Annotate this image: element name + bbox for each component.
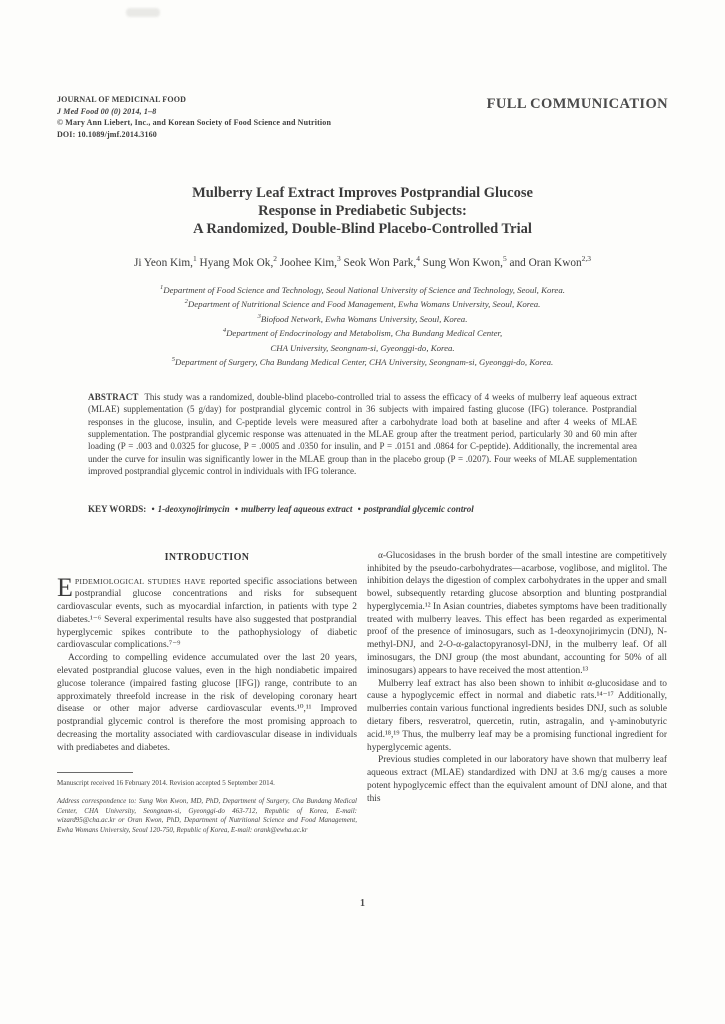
journal-name: JOURNAL OF MEDICINAL FOOD <box>57 95 187 104</box>
bullet-icon: • <box>151 503 155 514</box>
affiliation-line: $^5$Department of Surgery, Cha Bundang Medical Center, CHA University, Seongnam-si, Gyeonggi-do, Korea. <box>171 356 554 368</box>
dropcap: E <box>57 572 73 602</box>
affiliation-line: $^3$Biofood Network, Ewha Womans University, Seoul, Korea. <box>257 312 468 324</box>
body-columns <box>57 550 668 836</box>
scan-artifact <box>126 8 160 17</box>
article-type-label: FULL COMMUNICATION <box>486 96 668 112</box>
author: Ji Yeon Kim,$^1$ <box>133 254 197 269</box>
body-paragraph-2: Mulberry leaf extract has also been shown to inhibit α-glucosidase and to cause a hypoglycemic effect in normal and diabetic rats.¹⁴⁻¹⁷ Additionally, mulberries contain various functional ingredients besides DNJ, such as soluble dietary fibers, resveratrol, quercetin, rutin, astragalin, and γ-aminobutyric acid.¹⁸,¹⁹ Thus, the mulberry leaf may be a promising functional ingredient for hyperglycemic agents. <box>367 678 667 753</box>
author: Hyang Mok Ok,$^2$ <box>196 254 278 269</box>
affiliation-line: $^1$Department of Food Science and Technology, Seoul National University of Science and Technology, Seoul, Korea. <box>160 283 565 295</box>
journal-copyright: © Mary Ann Liebert, Inc., and Korean Society of Food Science and Nutrition <box>57 118 332 127</box>
article-title <box>57 184 668 238</box>
keywords <box>88 504 668 514</box>
abstract-text: This study was a randomized, double-blind placebo-controlled trial to assess the efficacy of 4 weeks of mulberry leaf aqueous extract (MLAE) supplementation (5 g/day) for postprandial glycemic control in 36 subjects with impaired fasting glucose (IFG) tolerance. Postprandial responses in the glucose, insulin, and C-peptide levels were measured after a carbohydrate load both at baseline and after 4 weeks of MLAE supplementation. The postprandial glycemic response was attenuated in the MLAE group after the treatment period, particularly 30 and 60 min after loading (P = .003 and 0.0325 for glucose, P = .0005 and .0350 for insulin, and P = .0151 and .0864 for C-peptide). Additionally, the incremental area under the curve for insulin was significantly lower in the MLAE group than in the placebo group (P = .0207). Four weeks of MLAE supplementation improved postprandial glycemic control in individuals with IFG tolerance. <box>88 391 637 477</box>
page-number: 1 <box>360 898 365 909</box>
right-column <box>367 550 667 836</box>
journal-doi: DOI: 10.1089/jmf.2014.3160 <box>57 129 157 139</box>
correspondence-note: Address correspondence to: Sung Won Kwon, MD, PhD, Department of Surgery, Cha Bundang Medical Center, CHA University, Seongnam-si, Gyeonggi-do 463-712, Republic of Korea, E-mail: wizard95@cha.ac.kr or Oran Kwon, PhD, Department of Nutritional Science and Food Management, Ewha Womans University, Seoul 120-750, Republic of Korea, E-mail: orank@ewha.ac.kr <box>57 797 357 834</box>
intro-paragraph-2: According to compelling evidence accumulated over the last 20 years, elevated postprandial glucose values, even in the high nondiabetic impaired glucose tolerance (impaired fasting glucose [IFG]) range, contribute to an approximately threefold increase in the risk of developing coronary heart disease or other major adverse cardiovascular events.¹⁰,¹¹ Improved postprandial glycemic control is therefore the most promising approach to decreasing the mortality associated with cardiovascular disease in individuals with prediabetes and diabetes. <box>57 653 357 753</box>
keywords-label: KEY WORDS: <box>88 503 147 514</box>
introduction-heading: INTRODUCTION <box>164 551 250 563</box>
body-paragraph-3: Previous studies completed in our laboratory have shown that mulberry leaf aqueous extract (MLAE) standardized with DNJ at 3.6 mg/g causes a more potent hypoglycemic effect than the equivalent amount of DNJ alone, and that this <box>367 755 667 804</box>
abstract <box>88 391 637 478</box>
keyword: mulberry leaf aqueous extract <box>241 503 353 514</box>
author: Joohee Kim,$^3$ <box>277 254 341 269</box>
affiliation-line: $^4$Department of Endocrinology and Metabolism, Cha Bundang Medical Center, <box>222 327 503 339</box>
journal-citation: J Med Food 00 (0) 2014, 1–8 <box>57 106 157 116</box>
left-column <box>57 550 357 836</box>
body-paragraph-1: α-Glucosidases in the brush border of the small intestine are competitively inhibited by the pseudo-carbohydrates—acarbose, voglibose, and miglitol. The inhibition delays the digestion of complex carbohydrates in the upper and small bowel, subsequently retarding glucose absorption and blunting postprandial hyperglycemia.¹² In Asian countries, diabetes symptoms have been traditionally treated with mulberry leaves. This effect has been regarded as experimental proof of the presence of iminosugars, such as 1-deoxynojirimycin (DNJ), N-methyl-DNJ, and 2-O-α-galactopyranosyl-DNJ, in the mulberry leaf. Of all iminosugars, the DNJ group (the most abundant, accounting for 50% of all iminosugars) appears to have received the most attention.¹³ <box>367 550 667 676</box>
bullet-icon: • <box>234 503 239 514</box>
author: and Oran Kwon$^{2,3}$ <box>506 254 592 269</box>
masthead <box>57 94 668 140</box>
author: Sung Won Kwon,$^5$ <box>419 254 507 269</box>
title-line-2: Response in Prediabetic Subjects: <box>258 203 467 219</box>
bullet-icon: • <box>357 503 361 514</box>
intro-paragraph-1: EPIDEMIOLOGICAL STUDIES HAVE reported specific associations between postprandial glucose concentrations and risks for subsequent cardiovascular events, such as myocardial infarction, in patients with type 2 diabetes.¹⁻⁶ Several experimental results have also suggested that postprandial hyperglycemic spikes contribute to the pathophysiology of diabetic cardiovascular complications.⁷⁻⁹ <box>57 572 358 651</box>
author: Seok Won Park,$^4$ <box>340 254 420 269</box>
journal-info-block <box>57 94 331 140</box>
keyword: postprandial glycemic control <box>363 503 474 514</box>
keyword: 1-deoxynojirimycin <box>157 503 230 514</box>
affiliations <box>57 282 668 369</box>
footnote-divider <box>57 772 133 773</box>
title-line-1: Mulberry Leaf Extract Improves Postprandial Glucose <box>192 185 533 201</box>
manuscript-received-note: Manuscript received 16 February 2014. Revision accepted 5 September 2014. <box>57 778 275 787</box>
affiliation-line: $^2$Department of Nutritional Science and Food Management, Ewha Womans University, Seoul, Korea. <box>184 298 541 310</box>
affiliation-line: CHA University, Seongnam-si, Gyeonggi-do, Korea. <box>270 342 455 353</box>
abstract-label: ABSTRACT <box>88 391 139 402</box>
author-list <box>57 254 668 269</box>
title-line-3: A Randomized, Double-Blind Placebo-Controlled Trial <box>193 221 532 237</box>
